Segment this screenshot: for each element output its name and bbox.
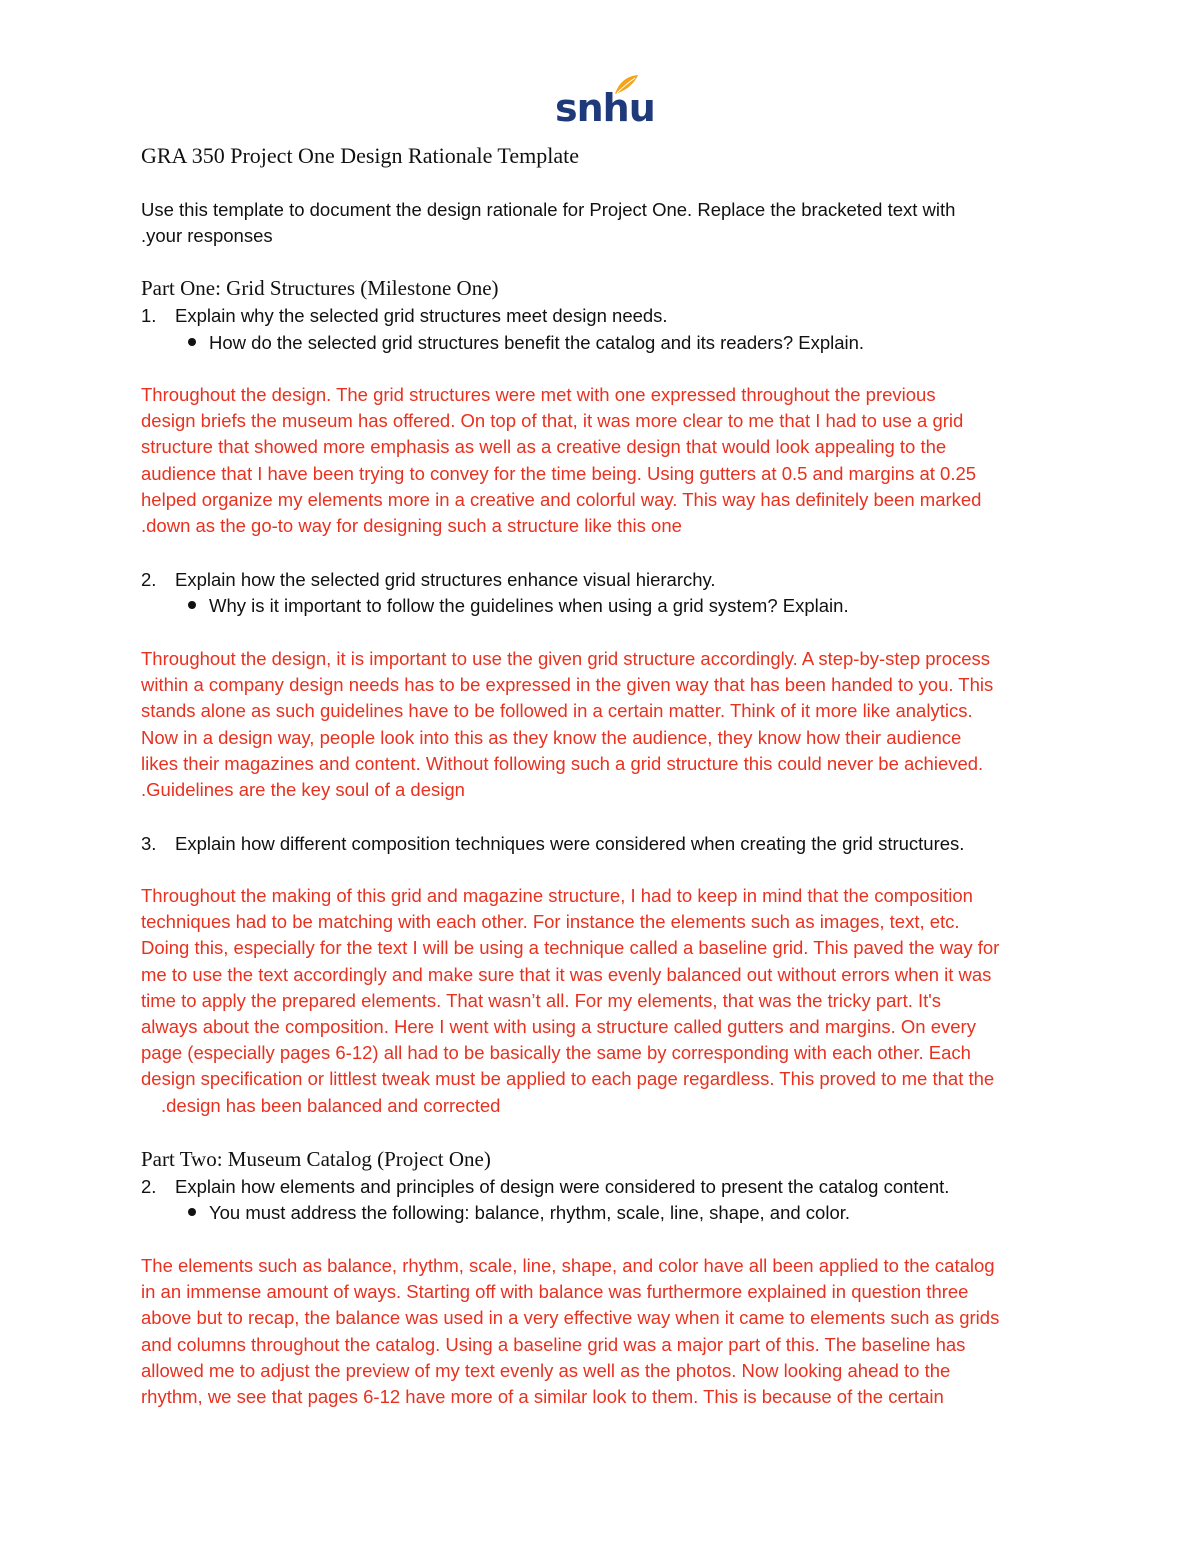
answer-line: The elements such as balance, rhythm, scale, line, shape, and color have all been applied to the catalog <box>141 1255 995 1276</box>
intro-paragraph <box>141 197 1071 249</box>
answer-line: in an immense amount of ways. Starting off with balance was furthermore explained in question three <box>141 1281 969 1303</box>
part-two-answer <box>141 1253 1071 1410</box>
answer-line: within a company design needs has to be expressed in the given way that has been handed to you. This <box>141 674 994 696</box>
logo-wordmark: snhu <box>555 86 655 130</box>
bullet-text: You must address the following: balance, rhythm, scale, line, shape, and color. <box>209 1202 851 1223</box>
answer-2 <box>141 646 1071 803</box>
answer-line: .design has been balanced and corrected <box>161 1094 501 1116</box>
question-3 <box>141 833 964 855</box>
answer-line: me to use the text accordingly and make sure that it was evenly balanced out without errors when it was <box>141 963 992 985</box>
answer-line: techniques had to be matching with each other. For instance the elements such as images, text, etc. <box>141 911 960 933</box>
answer-3 <box>141 883 1071 1119</box>
answer-line: Now in a design way, people look into this as they know the audience, they know how their audience <box>141 726 962 748</box>
bullet-text: Why is it important to follow the guidelines when using a grid system? Explain. <box>209 595 849 616</box>
answer-line: time to apply the prepared elements. That wasn’t all. For my elements, that was the tricky part. It's <box>141 989 942 1011</box>
answer-line: allowed me to adjust the preview of my text evenly as well as the photos. Now looking ahead to the <box>141 1359 951 1381</box>
answer-line: page (especially pages 6-12) all had to be basically the same by corresponding with each other. Each <box>141 1042 971 1064</box>
intro-line: .your responses <box>141 225 273 247</box>
bullet-icon <box>188 1208 196 1216</box>
answer-line: above but to recap, the balance was used in a very effective way when it came to elements such as grids <box>141 1307 1000 1329</box>
question-text: Explain why the selected grid structures meet design needs. <box>175 305 668 326</box>
answer-line: Throughout the making of this grid and magazine structure, I had to keep in mind that the composition <box>141 885 973 906</box>
answer-line: Throughout the design, it is important to use the given grid structure accordingly. A step-by-step process <box>141 648 991 669</box>
question-number: 3. <box>141 833 157 854</box>
bullet-icon <box>188 601 196 609</box>
document-title: GRA 350 Project One Design Rationale Template <box>141 143 579 168</box>
question-2 <box>141 569 716 591</box>
question-text: Explain how the selected grid structures enhance visual hierarchy. <box>175 569 716 590</box>
bullet-text: How do the selected grid structures benefit the catalog and its readers? Explain. <box>209 332 865 353</box>
part-two-heading: Part Two: Museum Catalog (Project One) <box>141 1147 491 1171</box>
snhu-logo <box>555 74 655 132</box>
part-two-question <box>141 1176 949 1198</box>
question-text: Explain how elements and principles of design were considered to present the catalog content. <box>175 1176 950 1197</box>
answer-line: Doing this, especially for the text I will be using a technique called a baseline grid. This paved the way for <box>141 937 1000 959</box>
question-number: 2. <box>141 569 157 590</box>
answer-line: stands alone as such guidelines have to be followed in a certain matter. Think of it more like analytics. <box>141 700 973 722</box>
answer-line: .down as the go-to way for designing such a structure like this one <box>141 515 682 537</box>
answer-line: likes their magazines and content. Without following such a grid structure this could never be achieved. <box>141 752 984 774</box>
question-number: 1. <box>141 305 157 326</box>
answer-line: structure that showed more emphasis as well as a creative design that would look appealing to the <box>141 436 947 458</box>
answer-line: rhythm, we see that pages 6-12 have more of a similar look to them. This is because of the certain <box>141 1386 944 1408</box>
answer-line: and columns throughout the catalog. Using a baseline grid was a major part of this. The baseline has <box>141 1333 966 1355</box>
answer-line: always about the composition. Here I went with using a structure called gutters and margins. On every <box>141 1016 976 1038</box>
answer-line: .Guidelines are the key soul of a design <box>141 779 465 801</box>
answer-line: design briefs the museum has offered. On top of that, it was more clear to me that I had to use a grid <box>141 410 964 432</box>
question-text: Explain how different composition techniques were considered when creating the grid structures. <box>175 833 965 854</box>
question-1 <box>141 305 668 327</box>
answer-line: audience that I have been trying to convey for the time being. Using gutters at 0.5 and margins at 0.25 <box>141 462 977 484</box>
part-two-bullet <box>188 1202 850 1224</box>
part-one-heading: Part One: Grid Structures (Milestone One) <box>141 276 499 300</box>
question-1-bullet <box>188 332 864 354</box>
answer-line: design specification or littlest tweak must be applied to each page regardless. This proved to me that the <box>141 1068 995 1090</box>
question-number: 2. <box>141 1176 157 1197</box>
answer-line: Throughout the design. The grid structures were met with one expressed throughout the previous <box>141 384 936 405</box>
answer-line: helped organize my elements more in a creative and colorful way. This way has definitely been marked <box>141 488 982 510</box>
question-2-bullet <box>188 595 849 617</box>
answer-1 <box>141 382 1071 539</box>
intro-line: Use this template to document the design rationale for Project One. Replace the bracketed text with <box>141 199 956 220</box>
bullet-icon <box>188 338 196 346</box>
